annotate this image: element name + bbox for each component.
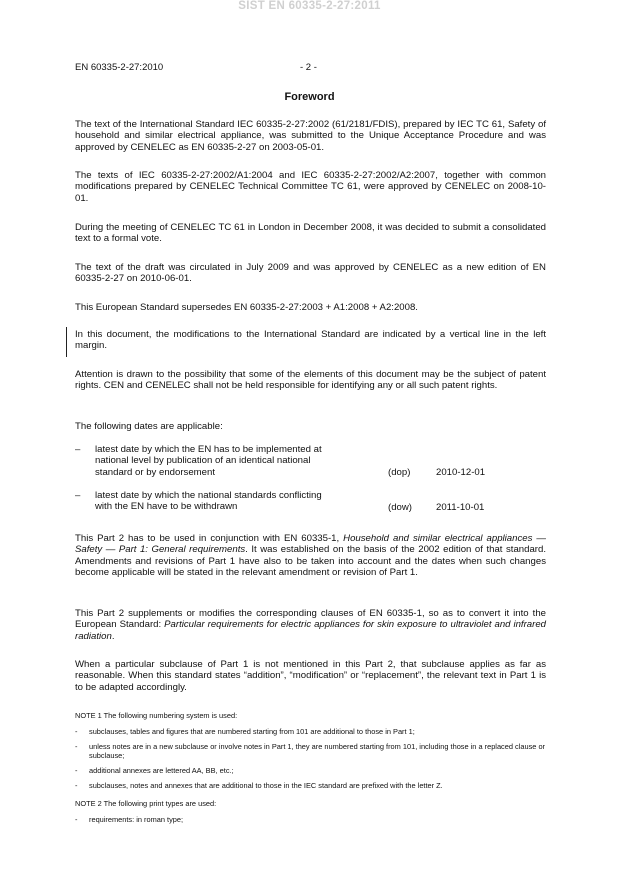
date-item-date: 2011-10-01 xyxy=(436,502,485,513)
date-item-dash: – xyxy=(75,490,81,501)
paragraph-8: The following dates are applicable: xyxy=(75,421,223,432)
date-item-dash: – xyxy=(75,444,81,455)
paragraph-9-italic: Household and similar electrical appliances — Safety — Part 1: General requirements xyxy=(75,533,546,556)
note-1-item-text: subclauses, notes and annexes that are additional to those in the IEC standard are prefixed with the letter Z. xyxy=(89,781,443,790)
paragraph-6: In this document, the modifications to the International Standard are indicated by a vertical line in the left margin. xyxy=(75,329,546,352)
watermark: SIST EN 60335-2-27:2011 xyxy=(238,0,381,12)
paragraph-10-italic: Particular requirements for electric appliances for skin exposure to ultraviolet and infrared radiation xyxy=(75,619,546,642)
page-title: Foreword xyxy=(284,91,335,103)
note-1-item-text: unless notes are in a new subclause or involve notes in Part 1, they are numbered starting from 101, including those in a replaced clause or subclause; xyxy=(89,742,546,760)
paragraph-1: The text of the International Standard IEC 60335-2-27:2002 (61/2181/FDIS), prepared by IEC TC 61, Safety of household and similar electrical appliance, was submitted to the Unique Acceptance Procedure and was approved by CENELEC as EN 60335-2-27 on 2003-05-01. xyxy=(75,119,546,153)
note-1-item-text: additional annexes are lettered AA, BB, etc.; xyxy=(89,766,234,775)
paragraph-10 xyxy=(75,608,546,642)
paragraph-2: The texts of IEC 60335-2-27:2002/A1:2004 and IEC 60335-2-27:2002/A2:2007, together with common modifications prepared by CENELEC Technical Committee TC 61, were approved by CENELEC on 2008-10-01. xyxy=(75,170,546,204)
bullet: - xyxy=(75,766,78,775)
paragraph-3: During the meeting of CENELEC TC 61 in London in December 2008, it was decided to submit a consolidated text to a formal vote. xyxy=(75,222,546,245)
bullet: - xyxy=(75,727,78,736)
bullet: - xyxy=(75,742,78,751)
paragraph-9-text: This Part 2 has to be used in conjunction with EN 60335-1, xyxy=(75,533,344,544)
header-page-number: - 2 - xyxy=(300,62,317,73)
paragraph-5: This European Standard supersedes EN 60335-2-27:2003 + A1:2008 + A2:2008. xyxy=(75,302,418,313)
date-item-abbr: (dow) xyxy=(388,502,412,513)
date-item-text: latest date by which the EN has to be implemented at national level by publication of an identical national standard or by endorsement xyxy=(95,444,322,478)
note-2-title: NOTE 2 The following print types are used: xyxy=(75,799,217,808)
paragraph-9-text-end: . It was established on the basis of the 2002 edition of that standard. Amendments and revisions of Part 1 have also to be taken into account and the dates when such changes become applicable will be stated in the relevant amendment or revision of Part 1. xyxy=(75,544,546,579)
paragraph-10-text-end: . xyxy=(111,630,115,642)
date-item-abbr: (dop) xyxy=(388,467,411,478)
paragraph-10-text: This Part 2 supplements or modifies the corresponding clauses of EN 60335-1, so as to convert it into the European Standard: xyxy=(75,608,546,631)
paragraph-9 xyxy=(75,533,546,579)
paragraph-7: Attention is drawn to the possibility that some of the elements of this document may be the subject of patent rights. CEN and CENELEC shall not be held responsible for identifying any or all such patent rights. xyxy=(75,369,546,392)
bullet: - xyxy=(75,815,78,824)
change-marker-line xyxy=(66,327,67,357)
date-item-text: latest date by which the national standards conflicting with the EN have to be withdrawn xyxy=(95,490,322,513)
note-1-title: NOTE 1 The following numbering system is used: xyxy=(75,711,238,720)
bullet: - xyxy=(75,781,78,790)
date-item-date: 2010-12-01 xyxy=(436,467,486,478)
note-1-item-text: subclauses, tables and figures that are numbered starting from 101 are additional to those in Part 1; xyxy=(89,727,415,736)
paragraph-11: When a particular subclause of Part 1 is not mentioned in this Part 2, that subclause applies as far as reasonable. When this standard states “addition”, “modification” or “replacement”, the relevant text in Part 1 is to be adapted accordingly. xyxy=(75,659,546,693)
paragraph-4: The text of the draft was circulated in July 2009 and was approved by CENELEC as a new edition of EN 60335-2-27 on 2010-06-01. xyxy=(75,262,546,285)
note-2-item-text: requirements: in roman type; xyxy=(89,815,184,824)
header-doc-id: EN 60335-2-27:2010 xyxy=(75,62,164,73)
